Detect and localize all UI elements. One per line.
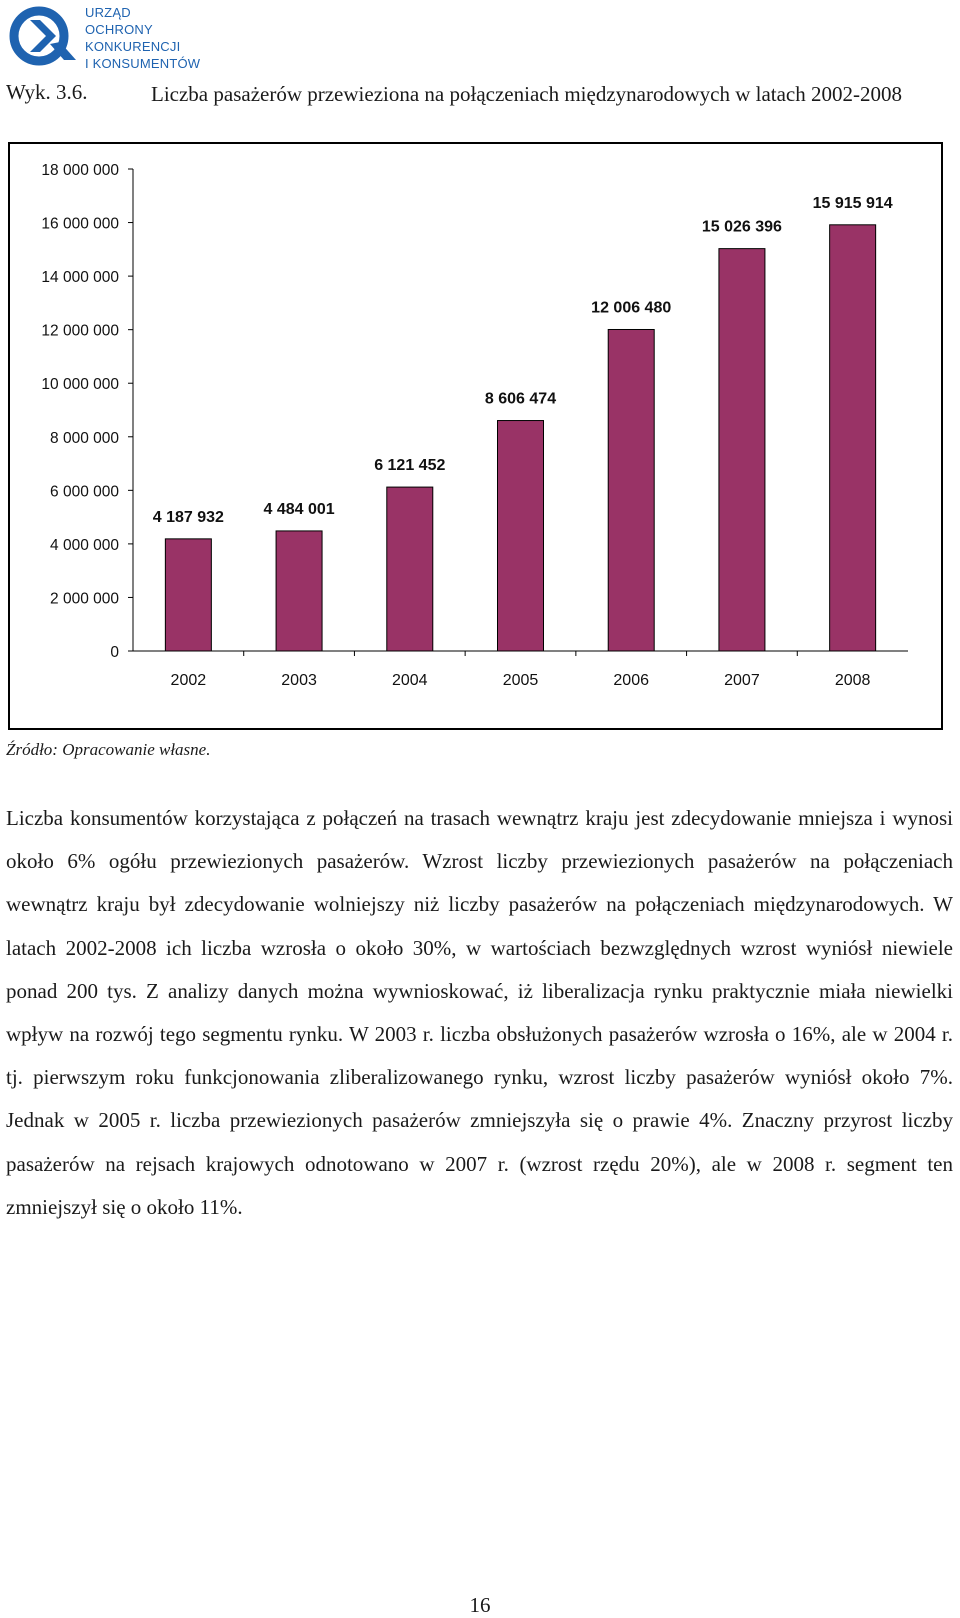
logo-line: URZĄD <box>85 5 131 20</box>
data-label: 4 187 932 <box>152 508 224 526</box>
x-tick-label: 2004 <box>391 672 428 689</box>
body-paragraph: Liczba konsumentów korzystająca z połączeń na trasach wewnątrz kraju jest zdecydowanie mniejsza i wynosi około 6% ogółu przewiezionych pasażerów. Wzrost liczby przewiezionych pasażerów na połączeniach wewnątrz kraju był zdecydowanie wolniejszy niż liczby pasażerów na połączeniach międzynarodowych. W latach 2002-2008 ich liczba wzrosła o około 30%, w wartościach bezwzględnych wzrost wyniósł niewiele ponad 200 tys. Z analizy danych można wywnioskować, iż liberalizacja rynku praktycznie miała niewielki wpływ na rozwój tego segmentu rynku. W 2003 r. liczba obsłużonych pasażerów wzrosła o 16%, ale w 2004 r. tj. pierwszym roku funkcjonowania zliberalizowanego rynku, wzrost liczby pasażerów wyniósł około 7%. Jednak w 2005 r. liczba przewiezionych pasażerów zmniejszyła się o prawie 4%. Znaczny przyrost liczby pasażerów na rejsach krajowych odnotowano w 2007 r. (wzrost rzędu 20%), ale w 2008 r. segment ten zmniejszył się o około 11%. <box>6 806 953 1219</box>
logo-line: OCHRONY <box>85 22 153 37</box>
bar <box>719 249 765 651</box>
logo-line: KONKURENCJI <box>85 39 181 54</box>
y-tick-label: 4 000 000 <box>50 536 119 554</box>
x-tick-label: 2008 <box>834 672 871 689</box>
logo-text <box>85 4 200 72</box>
bar <box>276 531 322 651</box>
bar <box>387 487 433 651</box>
data-label: 12 006 480 <box>591 299 672 317</box>
x-tick-label: 2006 <box>613 672 650 689</box>
bar <box>165 539 211 651</box>
y-tick-label: 6 000 000 <box>50 483 119 501</box>
y-tick-label: 8 000 000 <box>50 429 119 447</box>
y-tick-label: 2 000 000 <box>50 590 119 608</box>
data-label: 8 606 474 <box>484 390 557 408</box>
logo-line: I KONSUMENTÓW <box>85 56 201 71</box>
bar <box>608 329 654 651</box>
bar-chart <box>8 142 943 730</box>
bar-chart-svg <box>10 144 941 728</box>
x-tick-label: 2007 <box>724 672 760 689</box>
bar <box>498 421 544 651</box>
uokik-logo <box>6 4 206 71</box>
uokik-logo-mark <box>6 4 78 68</box>
figure-label: Wyk. 3.6. <box>6 80 88 104</box>
data-label: 15 915 914 <box>812 194 893 212</box>
y-tick-label: 18 000 000 <box>41 162 119 179</box>
x-tick-label: 2003 <box>281 672 317 689</box>
x-tick-label: 2002 <box>170 672 207 689</box>
data-label: 6 121 452 <box>374 457 446 475</box>
page-number: 16 <box>469 1593 491 1617</box>
data-label: 15 026 396 <box>701 218 782 236</box>
y-tick-label: 12 000 000 <box>41 322 119 340</box>
bar <box>830 225 876 651</box>
y-tick-label: 0 <box>110 644 119 661</box>
source-note: Źródło: Opracowanie własne. <box>6 740 211 759</box>
y-tick-label: 14 000 000 <box>41 269 119 287</box>
data-label: 4 484 001 <box>263 500 335 518</box>
x-tick-label: 2005 <box>502 672 539 689</box>
figure-title: Liczba pasażerów przewieziona na połączeniach międzynarodowych w latach 2002-2008 <box>151 82 902 106</box>
y-tick-label: 16 000 000 <box>41 215 119 233</box>
y-tick-label: 10 000 000 <box>41 376 119 394</box>
